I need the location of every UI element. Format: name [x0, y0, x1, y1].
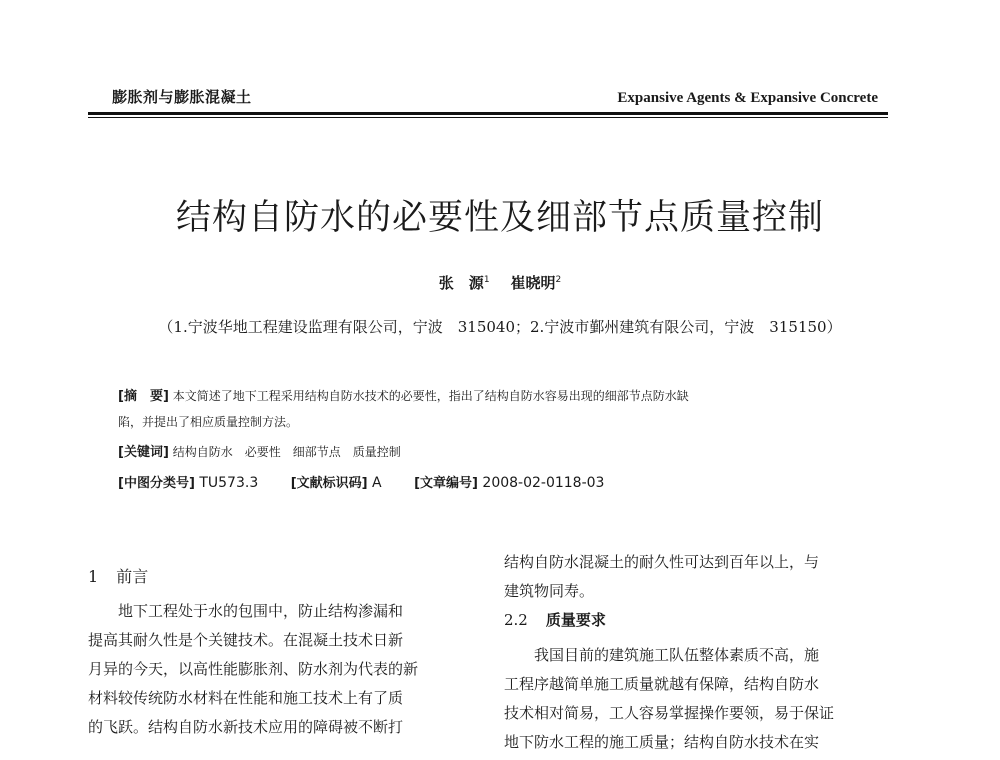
author-line — [0, 272, 1000, 293]
text-line: 提高其耐久性是个关键技术。在混凝土技术日新 — [88, 631, 404, 649]
header-rule-thick — [88, 112, 888, 115]
abstract-label: [摘 要] — [118, 389, 169, 404]
right-column — [504, 548, 890, 757]
text-line: 结构自防水混凝土的耐久性可达到百年以上，与 — [504, 553, 820, 571]
text-line: 我国目前的建筑施工队伍整体素质不高，施 — [504, 646, 820, 664]
clc-value: TU573.3 — [199, 475, 259, 491]
text-line: 地下防水工程的施工质量；结构自防水技术在实 — [504, 733, 820, 751]
text-line: 材料较传统防水材料在性能和施工技术上有了质 — [88, 689, 404, 707]
text-line: 地下工程处于水的包围中，防止结构渗漏和 — [88, 602, 404, 620]
keywords-text: 结构自防水 必要性 细部节点 质量控制 — [172, 445, 401, 459]
affiliation: （1.宁波华地工程建设监理有限公司，宁波 315040；2.宁波市鄞州建筑有限公司，宁波 315150） — [158, 318, 842, 336]
left-column — [88, 562, 468, 742]
continued-paragraph — [504, 548, 890, 606]
subsection-2-2-title: 质量要求 — [545, 611, 606, 629]
section-1-paragraph — [88, 597, 468, 742]
article-number-value: 2008-02-0118-03 — [482, 475, 605, 491]
running-head-english: Expansive Agents & Expansive Concrete — [617, 90, 878, 106]
clc-label: [中图分类号] — [118, 476, 195, 491]
author-2-mark: 2 — [555, 275, 562, 285]
keywords-label: [关键词] — [118, 445, 169, 460]
subsection-2-2-heading — [504, 606, 890, 635]
author-1: 张 源 — [438, 274, 484, 292]
doc-code-value: A — [372, 475, 382, 491]
author-1-mark: 1 — [483, 275, 490, 285]
abstract-line-1 — [118, 385, 689, 404]
doc-code-label: [文献标识码] — [290, 476, 368, 491]
section-1-number: 1 — [88, 567, 99, 586]
running-head-chinese: 膨胀剂与膨胀混凝土 — [112, 88, 252, 106]
text-line: 技术相对简易，工人容易掌握操作要领，易于保证 — [504, 704, 835, 722]
article-number-label: [文章编号] — [414, 476, 478, 491]
abstract-text-2: 陷，并提出了相应质量控制方法。 — [118, 415, 299, 429]
subsection-2-2-paragraph — [504, 641, 890, 757]
header-rule-thin — [88, 117, 888, 118]
author-2: 崔晓明 — [510, 274, 556, 292]
abstract-line-2 — [118, 413, 298, 430]
subsection-2-2-number: 2.2 — [504, 611, 528, 629]
classification-line — [118, 472, 604, 491]
text-line: 建筑物同寿。 — [504, 582, 595, 600]
text-line: 的飞跃。结构自防水新技术应用的障碍被不断打 — [88, 718, 404, 736]
section-1-heading — [88, 562, 468, 591]
abstract-text-1: 本文简述了地下工程采用结构自防水技术的必要性，指出了结构自防水容易出现的细部节点防水缺 — [172, 389, 689, 403]
paper-title: 结构自防水的必要性及细部节点质量控制 — [175, 198, 824, 238]
section-1-title: 前言 — [116, 567, 149, 586]
text-line: 工程序越简单施工质量就越有保障，结构自防水 — [504, 675, 820, 693]
text-line: 月异的今天，以高性能膨胀剂、防水剂为代表的新 — [88, 660, 419, 678]
keywords-line — [118, 441, 401, 460]
